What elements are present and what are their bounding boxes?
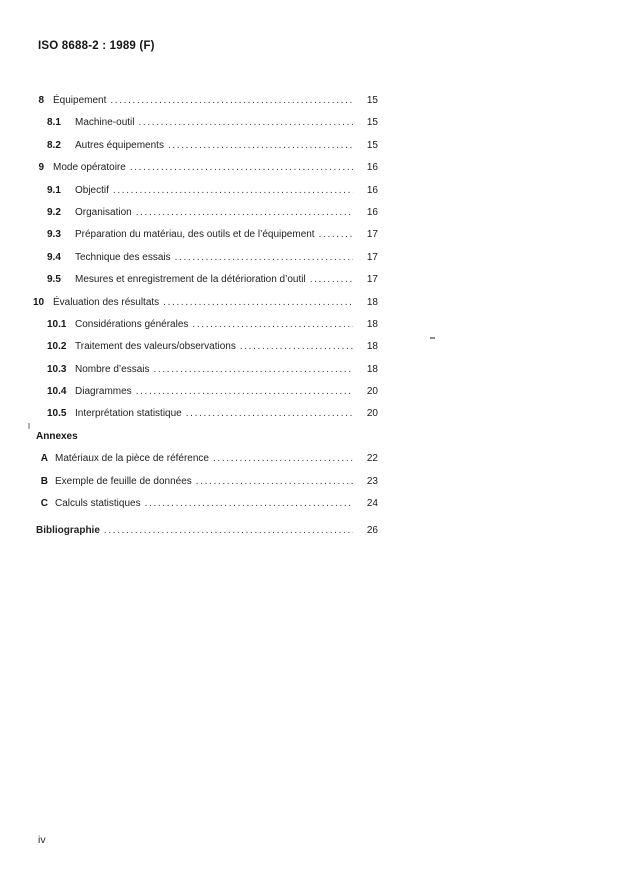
toc-entry-page: 24 — [366, 498, 378, 510]
dot-leader — [175, 247, 353, 269]
toc-entry-number: B — [40, 475, 48, 487]
toc-entry-title: Équipement — [53, 95, 107, 106]
toc-row — [33, 403, 378, 425]
dot-leader — [192, 314, 353, 336]
toc-entry-title: Exemple de feuille de données — [55, 475, 192, 487]
toc-entry-number: 9.5 — [47, 274, 61, 286]
toc-entry-title: Objectif — [75, 184, 109, 196]
toc-entry-page: 23 — [366, 475, 378, 487]
toc-row — [33, 381, 378, 403]
dot-leader — [153, 359, 353, 381]
toc-entry-page: 18 — [366, 341, 378, 353]
toc-entry-page: 18 — [366, 318, 378, 330]
dot-leader — [130, 157, 353, 179]
dot-leader — [163, 292, 353, 314]
toc-entry-page: 18 — [366, 363, 378, 375]
toc-entry-page: 18 — [366, 296, 378, 308]
toc-entry-title: Évaluation des résultats — [53, 296, 160, 308]
toc-row — [33, 224, 378, 246]
bibliography-title: Bibliographie — [36, 525, 100, 537]
dot-leader — [196, 471, 353, 493]
toc-entry-title: Autres équipements — [75, 139, 164, 151]
toc-list — [33, 90, 378, 426]
toc-entry-title: Diagrammes — [75, 386, 132, 398]
toc-entry-number: 10.2 — [47, 341, 67, 353]
toc-entry-title: Organisation — [75, 206, 132, 218]
toc-entry-page: 17 — [366, 274, 378, 286]
toc-row — [33, 292, 378, 314]
toc-entry-title: Traitement des valeurs/observations — [75, 341, 236, 353]
annexes-heading: Annexes — [36, 430, 78, 442]
table-of-contents — [33, 90, 378, 543]
toc-entry-number: 10 — [33, 296, 45, 308]
dot-leader — [104, 520, 353, 542]
toc-row — [33, 180, 378, 202]
scan-artifact — [28, 423, 30, 429]
toc-entry-page: 17 — [366, 229, 378, 241]
dot-leader — [113, 180, 353, 202]
toc-row — [33, 202, 378, 224]
dot-leader — [145, 493, 353, 515]
toc-entry-title: Calculs statistiques — [55, 498, 141, 510]
toc-entry-title: Considérations générales — [75, 318, 189, 330]
toc-row — [33, 493, 378, 515]
dot-leader — [110, 90, 353, 112]
toc-row — [33, 247, 378, 269]
toc-entry-number: 9.4 — [47, 251, 61, 263]
toc-entry-page: 16 — [366, 162, 378, 174]
scan-artifact — [430, 337, 435, 339]
toc-entry-page: 20 — [366, 386, 378, 398]
toc-entry-number: 8.1 — [47, 117, 61, 129]
toc-entry-number: C — [40, 498, 48, 510]
dot-leader — [310, 269, 353, 291]
toc-entry-page: 15 — [366, 139, 378, 151]
toc-row — [33, 135, 378, 157]
toc-entry-title: Nombre d’essais — [75, 363, 150, 375]
bibliography-row — [33, 520, 378, 542]
toc-row — [33, 90, 378, 112]
toc-entry-page: 17 — [366, 251, 378, 263]
toc-row — [33, 471, 378, 493]
dot-leader — [319, 224, 353, 246]
toc-entry-number: 8.2 — [47, 139, 61, 151]
toc-entry-title: Mesures et enregistrement de la détérioration d’outil — [75, 274, 306, 286]
bibliography-page: 26 — [366, 525, 378, 537]
dot-leader — [186, 403, 353, 425]
toc-entry-number: 9.3 — [47, 229, 61, 241]
toc-entry-number: 10.5 — [47, 408, 67, 420]
dot-leader — [138, 112, 353, 134]
toc-entry-number: 9.2 — [47, 206, 61, 218]
dot-leader — [240, 336, 353, 358]
dot-leader — [136, 202, 353, 224]
document-header: ISO 8688-2 : 1989 (F) — [38, 40, 155, 52]
dot-leader — [213, 448, 353, 470]
toc-entry-title: Mode opératoire — [53, 162, 126, 174]
toc-row — [33, 112, 378, 134]
toc-row — [33, 269, 378, 291]
toc-row — [33, 314, 378, 336]
toc-entry-page: 15 — [366, 117, 378, 129]
toc-entry-page: 22 — [366, 453, 378, 465]
toc-entry-title: Technique des essais — [75, 251, 171, 263]
toc-entry-number: 10.4 — [47, 386, 67, 398]
toc-entry-page: 20 — [366, 408, 378, 420]
toc-row — [33, 448, 378, 470]
toc-entry-number: 9.1 — [47, 184, 61, 196]
toc-entry-page: 15 — [366, 95, 378, 106]
toc-entry-title: Interprétation statistique — [75, 408, 182, 420]
toc-entry-title: Préparation du matériau, des outils et de l’équipement — [75, 229, 315, 241]
toc-entry-page: 16 — [366, 184, 378, 196]
toc-entry-number: 10.3 — [47, 363, 67, 375]
annex-list — [33, 448, 378, 515]
dot-leader — [168, 135, 353, 157]
toc-row — [33, 336, 378, 358]
toc-entry-number: 8 — [38, 95, 44, 106]
toc-row — [33, 359, 378, 381]
dot-leader — [136, 381, 353, 403]
toc-entry-number: A — [40, 453, 48, 465]
toc-entry-page: 16 — [366, 206, 378, 218]
page-number-footer: iv — [38, 834, 46, 846]
toc-entry-title: Matériaux de la pièce de référence — [55, 453, 209, 465]
toc-entry-number: 10.1 — [47, 318, 67, 330]
toc-entry-number: 9 — [38, 162, 44, 174]
toc-row — [33, 157, 378, 179]
toc-entry-title: Machine-outil — [75, 117, 135, 129]
